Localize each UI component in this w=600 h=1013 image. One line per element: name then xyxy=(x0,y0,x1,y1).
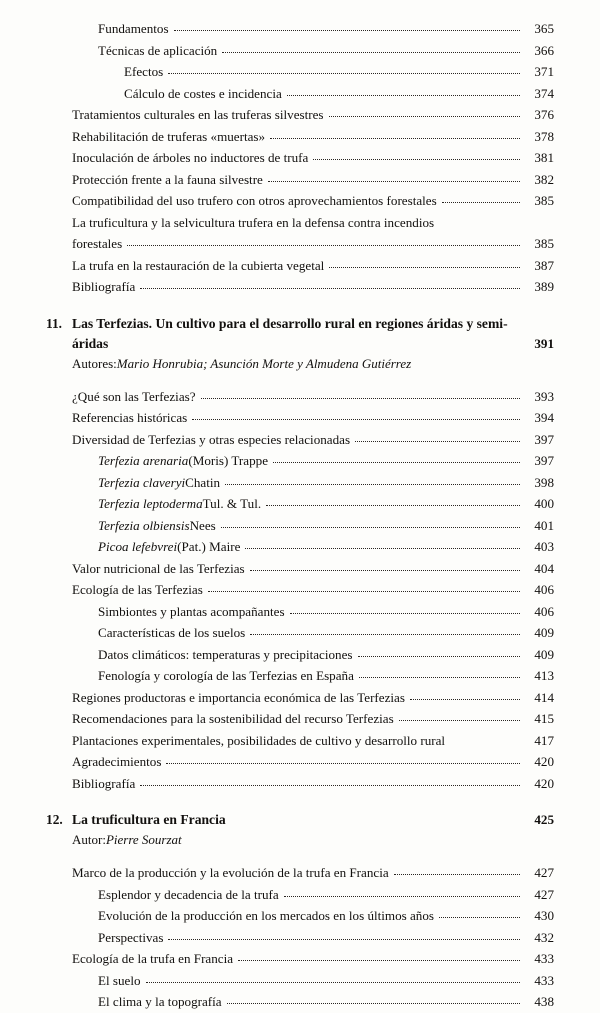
toc-entry-label: Datos climáticos: temperaturas y precipitaciones xyxy=(98,646,353,662)
leader-dots xyxy=(208,591,520,592)
chapter-title: La truficultura en Francia xyxy=(72,812,226,827)
toc-entry-page: 374 xyxy=(534,85,554,101)
toc-entry-label: Efectos xyxy=(124,64,164,79)
toc-entry[interactable] xyxy=(46,169,554,191)
toc-entry-page: 398 xyxy=(534,474,554,490)
leader-dots xyxy=(192,419,520,420)
toc-entry-label: Ecología de las Terfezias xyxy=(72,582,203,597)
authors-prefix: Autores: xyxy=(72,355,117,371)
toc-entry[interactable] xyxy=(46,190,554,212)
chapter-11-authors xyxy=(46,354,554,374)
toc-entry[interactable] xyxy=(46,472,554,494)
toc-entry-label: Características de los suelos xyxy=(98,625,246,640)
toc-entry[interactable] xyxy=(46,515,554,537)
toc-entry[interactable] xyxy=(46,255,554,277)
toc-entry[interactable] xyxy=(46,212,554,234)
leader-dots xyxy=(140,785,520,786)
toc-entry[interactable] xyxy=(46,948,554,970)
toc-entry-label: La truficultura y la selvicultura trufera en la defensa contra incendios xyxy=(72,214,435,230)
toc-entry-label: La trufa en la restauración de la cubierta vegetal xyxy=(72,257,325,273)
toc-entry-label-suffix: (Pat.) Maire xyxy=(177,539,241,554)
leader-dots xyxy=(245,548,520,549)
chapter-number: 12. xyxy=(46,812,63,827)
leader-dots xyxy=(227,1003,520,1004)
toc-entry-label: Cálculo de costes e incidencia xyxy=(124,85,282,101)
toc-entry-label: Simbiontes y plantas acompañantes xyxy=(98,603,285,619)
toc-entry-page: 430 xyxy=(534,908,554,923)
toc-entry-label: Tratamientos culturales en las truferas silvestres xyxy=(72,107,324,122)
toc-entry-page: 403 xyxy=(534,539,554,554)
toc-entry[interactable] xyxy=(46,276,554,298)
leader-dots xyxy=(290,613,520,614)
leader-dots xyxy=(266,505,520,506)
leader-dots xyxy=(146,982,520,983)
leader-dots xyxy=(250,634,520,635)
toc-entry-page: 385 xyxy=(534,193,554,208)
toc-entry-continuation[interactable] xyxy=(46,233,554,255)
toc-entry-label: Plantaciones experimentales, posibilidades de cultivo y desarrollo rural xyxy=(72,732,446,748)
toc-entry-page: 394 xyxy=(534,410,554,425)
toc-entry-label: Fenología y corología de las Terfezias en España xyxy=(98,668,354,683)
toc-entry-label: Esplendor y decadencia de la trufa xyxy=(98,886,279,902)
toc-entry-label: Inoculación de árboles no inductores de trufa xyxy=(72,150,309,165)
leader-dots xyxy=(329,116,520,117)
toc-entry-label-suffix: Tul. & Tul. xyxy=(202,496,262,511)
toc-entry-label-suffix: Chatin xyxy=(185,474,221,490)
toc-entry-label: Diversidad de Terfezias y otras especies relacionadas xyxy=(72,431,351,447)
toc-entry-label: Bibliografía xyxy=(72,775,136,791)
leader-dots xyxy=(166,763,520,764)
toc-section-previous-chapter xyxy=(46,18,554,298)
toc-entry[interactable] xyxy=(46,708,554,730)
toc-entry-page: 400 xyxy=(534,496,554,511)
toc-entry-label: Rehabilitación de truferas «muertas» xyxy=(72,128,266,144)
toc-entry-page: 406 xyxy=(534,603,554,619)
leader-dots xyxy=(442,202,520,203)
toc-entry-page: 409 xyxy=(534,646,554,662)
toc-entry[interactable] xyxy=(46,905,554,927)
leader-dots xyxy=(268,181,520,182)
toc-entry-page: 420 xyxy=(534,754,554,769)
leader-dots xyxy=(168,939,520,940)
toc-entry-page: 401 xyxy=(534,517,554,533)
toc-entry-label-suffix: (Moris) Trappe xyxy=(188,453,268,468)
toc-entry-page: 404 xyxy=(534,560,554,576)
toc-entry-page: 406 xyxy=(534,582,554,597)
toc-entry-label: Terfezia arenaria xyxy=(98,453,189,468)
toc-entry-page: 366 xyxy=(534,42,554,58)
toc-entry[interactable] xyxy=(46,687,554,709)
leader-dots xyxy=(273,462,520,463)
toc-entry-page: 365 xyxy=(534,21,554,36)
toc-entry[interactable] xyxy=(46,83,554,105)
toc-entry-page: 415 xyxy=(534,711,554,726)
toc-entry-page: 427 xyxy=(534,865,554,880)
toc-entry-label: Ecología de la trufa en Francia xyxy=(72,951,234,966)
chapter-page: 391 xyxy=(534,335,554,351)
leader-dots xyxy=(284,896,520,897)
toc-entry-page: 385 xyxy=(534,236,554,251)
toc-entry[interactable] xyxy=(46,61,554,83)
toc-entry-page: 389 xyxy=(534,279,554,294)
toc-entry-label: Regiones productoras e importancia económica de las Terfezias xyxy=(72,689,405,705)
toc-entry[interactable] xyxy=(46,493,554,515)
toc-entry-page: 378 xyxy=(534,128,554,144)
toc-entry-label: Terfezia claveryi xyxy=(98,474,186,490)
toc-entry[interactable] xyxy=(46,970,554,992)
leader-dots xyxy=(222,52,520,53)
toc-entry-page: 420 xyxy=(534,775,554,791)
toc-entry-label: Referencias históricas xyxy=(72,410,188,425)
toc-entry[interactable] xyxy=(46,862,554,884)
authors-prefix: Autor: xyxy=(72,832,106,847)
toc-entry-label: Perspectivas xyxy=(98,929,164,945)
toc-entry-page: 371 xyxy=(534,64,554,79)
chapter-page: 425 xyxy=(534,812,554,827)
toc-entry[interactable] xyxy=(46,644,554,666)
toc-entry-label: Valor nutricional de las Terfezias xyxy=(72,560,245,576)
leader-dots xyxy=(238,960,520,961)
toc-entry-label: Terfezia olbiensis xyxy=(98,517,190,533)
toc-entry[interactable] xyxy=(46,386,554,408)
toc-entry-label: Marco de la producción y la evolución de la trufa en Francia xyxy=(72,865,389,880)
toc-entry-page: 413 xyxy=(534,668,554,683)
toc-entry-page: 387 xyxy=(534,257,554,273)
leader-dots xyxy=(359,677,520,678)
toc-entry-label: Picoa lefebvrei xyxy=(98,539,178,554)
toc-entry-label: Técnicas de aplicación xyxy=(98,42,218,58)
toc-entry[interactable] xyxy=(46,751,554,773)
leader-dots xyxy=(201,398,520,399)
toc-entry-page: 438 xyxy=(534,994,554,1009)
toc-entry[interactable] xyxy=(46,991,554,1013)
toc-entry-page: 409 xyxy=(534,625,554,640)
leader-dots xyxy=(270,138,520,139)
toc-entry[interactable] xyxy=(46,104,554,126)
toc-entry[interactable] xyxy=(46,773,554,795)
chapter-title-line1: Las Terfezias. Un cultivo para el desarrollo rural en regiones áridas y semi- xyxy=(72,315,508,331)
toc-entry-label: Compatibilidad del uso trufero con otros aprovechamientos forestales xyxy=(72,193,437,208)
toc-entry-page: 393 xyxy=(534,388,554,404)
toc-entry-label: Agradecimientos xyxy=(72,754,162,769)
toc-entry-label: Fundamentos xyxy=(98,21,169,36)
chapter-heading-11[interactable] xyxy=(46,314,554,334)
leader-dots xyxy=(313,159,520,160)
leader-dots xyxy=(439,917,520,918)
toc-entry-label: Terfezia leptoderma xyxy=(98,496,203,511)
leader-dots xyxy=(225,484,520,485)
toc-entry[interactable] xyxy=(46,147,554,169)
toc-entry-page: 381 xyxy=(534,150,554,165)
leader-dots xyxy=(127,245,520,246)
toc-entry[interactable] xyxy=(46,558,554,580)
toc-entry-page: 417 xyxy=(534,732,554,748)
toc-entry-label: ¿Qué son las Terfezias? xyxy=(72,388,196,404)
leader-dots xyxy=(287,95,520,96)
toc-entry-page: 433 xyxy=(534,972,554,988)
chapter-title-line2: áridas xyxy=(72,335,109,351)
toc-entry[interactable] xyxy=(46,126,554,148)
leader-dots xyxy=(174,30,520,31)
toc-entry-page: 427 xyxy=(534,886,554,902)
toc-entry-page: 397 xyxy=(534,453,554,468)
chapter-heading-11-line2[interactable] xyxy=(46,334,554,354)
toc-entry-page: 432 xyxy=(534,929,554,945)
toc-entry[interactable] xyxy=(46,40,554,62)
toc-entry[interactable] xyxy=(46,927,554,949)
toc-entry[interactable] xyxy=(46,18,554,40)
toc-entry-label: Protección frente a la fauna silvestre xyxy=(72,171,263,187)
toc-entry-page: 376 xyxy=(534,107,554,122)
toc-entry[interactable] xyxy=(46,730,554,752)
leader-dots xyxy=(358,656,520,657)
leader-dots xyxy=(394,874,520,875)
toc-entry[interactable] xyxy=(46,884,554,906)
toc-entry[interactable] xyxy=(46,450,554,472)
toc-entry-label: Evolución de la producción en los mercados en los últimos años xyxy=(98,908,435,923)
toc-section-chapter-11 xyxy=(46,314,554,795)
chapter-heading-12[interactable] xyxy=(46,810,554,830)
toc-entry-label: Bibliografía xyxy=(72,279,136,294)
toc-entry[interactable] xyxy=(46,665,554,687)
toc-entry-label: El clima y la topografía xyxy=(98,994,222,1009)
toc-entry-label: El suelo xyxy=(98,972,141,988)
toc-entry[interactable] xyxy=(46,622,554,644)
toc-entry-label: forestales xyxy=(72,236,123,251)
leader-dots xyxy=(399,720,520,721)
chapter-12-authors xyxy=(46,830,554,850)
toc-entry[interactable] xyxy=(46,407,554,429)
toc-entry[interactable] xyxy=(46,429,554,451)
leader-dots xyxy=(168,73,520,74)
leader-dots xyxy=(221,527,520,528)
toc-entry[interactable] xyxy=(46,579,554,601)
toc-entry-page: 433 xyxy=(534,951,554,966)
leader-dots xyxy=(410,699,520,700)
toc-entry[interactable] xyxy=(46,601,554,623)
chapter-number: 11. xyxy=(46,315,62,331)
authors-names: Mario Honrubia; Asunción Morte y Almudena Gutiérrez xyxy=(116,355,412,371)
leader-dots xyxy=(140,288,520,289)
authors-names: Pierre Sourzat xyxy=(105,832,182,847)
toc-entry-page: 382 xyxy=(534,171,554,187)
toc-entry-page: 414 xyxy=(534,689,554,705)
toc-entry-label-suffix: Nees xyxy=(189,517,216,533)
leader-dots xyxy=(355,441,520,442)
leader-dots xyxy=(329,267,520,268)
leader-dots xyxy=(250,570,520,571)
toc-section-chapter-12 xyxy=(46,810,554,1013)
toc-entry[interactable] xyxy=(46,536,554,558)
toc-entry-page: 397 xyxy=(534,431,554,447)
toc-entry-label: Recomendaciones para la sostenibilidad del recurso Terfezias xyxy=(72,711,394,726)
